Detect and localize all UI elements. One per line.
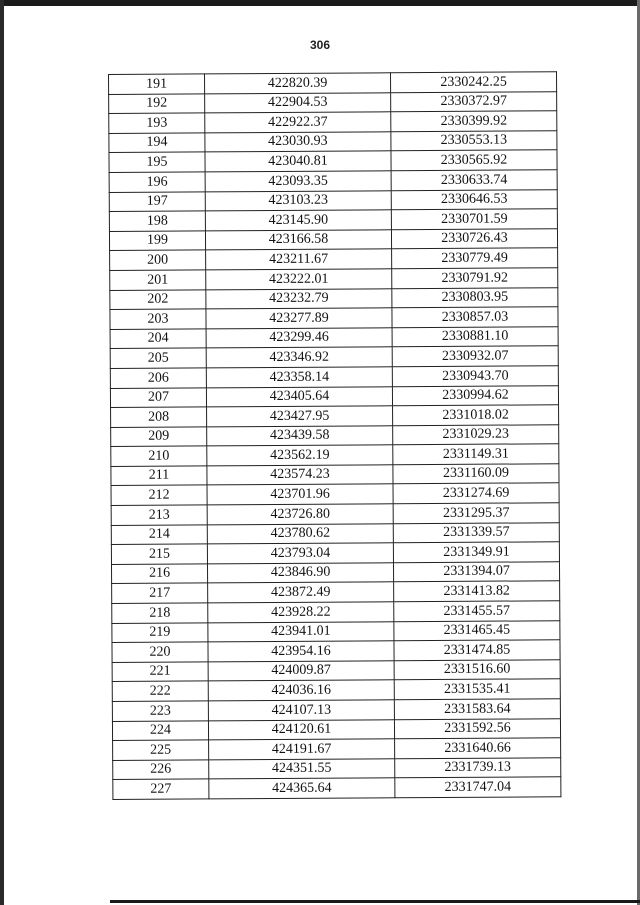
x-coordinate-cell: 423093.35 — [205, 171, 391, 192]
table-row — [111, 444, 559, 466]
point-number-cell: 210 — [111, 446, 207, 466]
x-coordinate-cell: 423780.62 — [207, 523, 393, 544]
table-row — [110, 248, 558, 270]
x-coordinate-cell: 423211.67 — [206, 249, 392, 270]
point-number-cell: 205 — [110, 348, 206, 368]
x-coordinate-cell: 422820.39 — [205, 73, 391, 94]
x-coordinate-cell: 424036.16 — [208, 680, 394, 701]
point-number-cell: 199 — [109, 231, 205, 251]
x-coordinate-cell: 423145.90 — [205, 210, 391, 231]
table-row — [110, 346, 558, 368]
x-coordinate-cell: 422922.37 — [205, 112, 391, 133]
y-coordinate-cell: 2331747.04 — [395, 777, 561, 798]
table-row — [109, 150, 557, 172]
y-coordinate-cell: 2330881.10 — [392, 326, 558, 347]
coordinates-table-body — [109, 72, 561, 800]
table-row — [109, 209, 557, 231]
point-number-cell: 208 — [111, 407, 207, 427]
point-number-cell: 201 — [110, 270, 206, 290]
y-coordinate-cell: 2330994.62 — [392, 385, 558, 406]
x-coordinate-cell: 423726.80 — [207, 504, 393, 525]
table-row — [110, 307, 558, 329]
y-coordinate-cell: 2330701.59 — [391, 209, 557, 230]
point-number-cell: 193 — [109, 113, 205, 133]
y-coordinate-cell: 2331349.91 — [393, 542, 559, 563]
point-number-cell: 200 — [110, 250, 206, 270]
table-row — [110, 287, 558, 309]
y-coordinate-cell: 2330633.74 — [391, 170, 557, 191]
x-coordinate-cell: 423103.23 — [205, 190, 391, 211]
x-coordinate-cell: 424351.55 — [209, 759, 395, 780]
table-row — [113, 777, 561, 799]
x-coordinate-cell: 423277.89 — [206, 308, 392, 329]
x-coordinate-cell: 424365.64 — [209, 778, 395, 799]
x-coordinate-cell: 423222.01 — [206, 269, 392, 290]
y-coordinate-cell: 2331592.56 — [394, 718, 560, 739]
table-row — [109, 91, 557, 113]
y-coordinate-cell: 2331640.66 — [395, 738, 561, 759]
point-number-cell: 219 — [112, 623, 208, 643]
y-coordinate-cell: 2330553.13 — [391, 131, 557, 152]
coordinates-table — [108, 71, 561, 800]
table-row — [111, 522, 559, 544]
point-number-cell: 215 — [111, 544, 207, 564]
table-row — [110, 385, 558, 407]
table-row — [113, 738, 561, 760]
point-number-cell: 204 — [110, 329, 206, 349]
table-row — [112, 660, 560, 682]
x-coordinate-cell: 423941.01 — [208, 621, 394, 642]
x-coordinate-cell: 423574.23 — [207, 465, 393, 486]
table-row — [111, 562, 559, 584]
table-row — [111, 503, 559, 525]
table-row — [112, 699, 560, 721]
point-number-cell: 218 — [112, 603, 208, 623]
x-coordinate-cell: 423358.14 — [206, 367, 392, 388]
point-number-cell: 192 — [109, 94, 205, 114]
y-coordinate-cell: 2331018.02 — [393, 405, 559, 426]
table-row — [112, 601, 560, 623]
point-number-cell: 202 — [110, 289, 206, 309]
point-number-cell: 226 — [113, 760, 209, 780]
y-coordinate-cell: 2330726.43 — [391, 229, 557, 250]
point-number-cell: 224 — [112, 720, 208, 740]
y-coordinate-cell: 2330779.49 — [392, 248, 558, 269]
x-coordinate-cell: 422904.53 — [205, 92, 391, 113]
y-coordinate-cell: 2330803.95 — [392, 287, 558, 308]
x-coordinate-cell: 423562.19 — [207, 445, 393, 466]
x-coordinate-cell: 424107.13 — [208, 700, 394, 721]
y-coordinate-cell: 2331295.37 — [393, 503, 559, 524]
table-row — [111, 424, 559, 446]
y-coordinate-cell: 2330646.53 — [391, 189, 557, 210]
y-coordinate-cell: 2331535.41 — [394, 679, 560, 700]
table-row — [113, 758, 561, 780]
x-coordinate-cell: 423040.81 — [205, 151, 391, 172]
y-coordinate-cell: 2331583.64 — [394, 699, 560, 720]
point-number-cell: 209 — [111, 427, 207, 447]
y-coordinate-cell: 2330372.97 — [391, 91, 557, 112]
x-coordinate-cell: 423427.95 — [207, 406, 393, 427]
scan-top-edge — [0, 0, 640, 6]
point-number-cell: 195 — [109, 152, 205, 172]
x-coordinate-cell: 423872.49 — [208, 582, 394, 603]
y-coordinate-cell: 2331516.60 — [394, 660, 560, 681]
x-coordinate-cell: 423439.58 — [207, 425, 393, 446]
point-number-cell: 221 — [112, 662, 208, 682]
table-row — [110, 366, 558, 388]
table-row — [112, 679, 560, 701]
y-coordinate-cell: 2331149.31 — [393, 444, 559, 465]
scan-bottom-edge — [110, 900, 640, 903]
point-number-cell: 211 — [111, 466, 207, 486]
point-number-cell: 191 — [109, 74, 205, 94]
point-number-cell: 222 — [112, 681, 208, 701]
table-row — [111, 483, 559, 505]
point-number-cell: 196 — [109, 172, 205, 192]
scan-left-edge — [0, 0, 4, 905]
x-coordinate-cell: 423701.96 — [207, 484, 393, 505]
x-coordinate-cell: 423928.22 — [208, 602, 394, 623]
x-coordinate-cell: 423346.92 — [206, 347, 392, 368]
x-coordinate-cell: 424120.61 — [208, 719, 394, 740]
y-coordinate-cell: 2331029.23 — [393, 424, 559, 445]
x-coordinate-cell: 424009.87 — [208, 661, 394, 682]
table-row — [112, 640, 560, 662]
point-number-cell: 227 — [113, 779, 209, 799]
x-coordinate-cell: 423793.04 — [207, 543, 393, 564]
table-row — [111, 464, 559, 486]
table-row — [110, 326, 558, 348]
x-coordinate-cell: 423405.64 — [206, 386, 392, 407]
x-coordinate-cell: 423166.58 — [205, 230, 391, 251]
y-coordinate-cell: 2330399.92 — [391, 111, 557, 132]
table-row — [110, 268, 558, 290]
point-number-cell: 194 — [109, 133, 205, 153]
point-number-cell: 216 — [111, 564, 207, 584]
x-coordinate-cell: 423299.46 — [206, 327, 392, 348]
y-coordinate-cell: 2331160.09 — [393, 464, 559, 485]
page-number: 306 — [309, 38, 331, 52]
point-number-cell: 198 — [109, 211, 205, 231]
point-number-cell: 225 — [113, 740, 209, 760]
y-coordinate-cell: 2330791.92 — [392, 268, 558, 289]
y-coordinate-cell: 2331739.13 — [395, 758, 561, 779]
y-coordinate-cell: 2330242.25 — [390, 72, 556, 93]
y-coordinate-cell: 2330943.70 — [392, 366, 558, 387]
point-number-cell: 197 — [109, 191, 205, 211]
point-number-cell: 220 — [112, 642, 208, 662]
table-row — [112, 718, 560, 740]
y-coordinate-cell: 2330565.92 — [391, 150, 557, 171]
y-coordinate-cell: 2331455.57 — [394, 601, 560, 622]
y-coordinate-cell: 2331474.85 — [394, 640, 560, 661]
table-row — [111, 542, 559, 564]
x-coordinate-cell: 423030.93 — [205, 132, 391, 153]
point-number-cell: 212 — [111, 485, 207, 505]
point-number-cell: 203 — [110, 309, 206, 329]
table-row — [109, 131, 557, 153]
y-coordinate-cell: 2331274.69 — [393, 483, 559, 504]
x-coordinate-cell: 423954.16 — [208, 641, 394, 662]
y-coordinate-cell: 2331394.07 — [393, 562, 559, 583]
y-coordinate-cell: 2331413.82 — [394, 581, 560, 602]
table-row — [109, 229, 557, 251]
table-row — [112, 581, 560, 603]
y-coordinate-cell: 2331465.45 — [394, 620, 560, 641]
point-number-cell: 207 — [110, 387, 206, 407]
table-row — [111, 405, 559, 427]
y-coordinate-cell: 2330857.03 — [392, 307, 558, 328]
point-number-cell: 217 — [112, 583, 208, 603]
point-number-cell: 214 — [111, 525, 207, 545]
point-number-cell: 223 — [112, 701, 208, 721]
table-row — [109, 170, 557, 192]
table-row — [109, 111, 557, 133]
y-coordinate-cell: 2331339.57 — [393, 522, 559, 543]
table-row — [112, 620, 560, 642]
point-number-cell: 213 — [111, 505, 207, 525]
x-coordinate-cell: 423846.90 — [207, 563, 393, 584]
x-coordinate-cell: 424191.67 — [209, 739, 395, 760]
table-row — [109, 72, 557, 94]
y-coordinate-cell: 2330932.07 — [392, 346, 558, 367]
point-number-cell: 206 — [110, 368, 206, 388]
x-coordinate-cell: 423232.79 — [206, 288, 392, 309]
table-row — [109, 189, 557, 211]
